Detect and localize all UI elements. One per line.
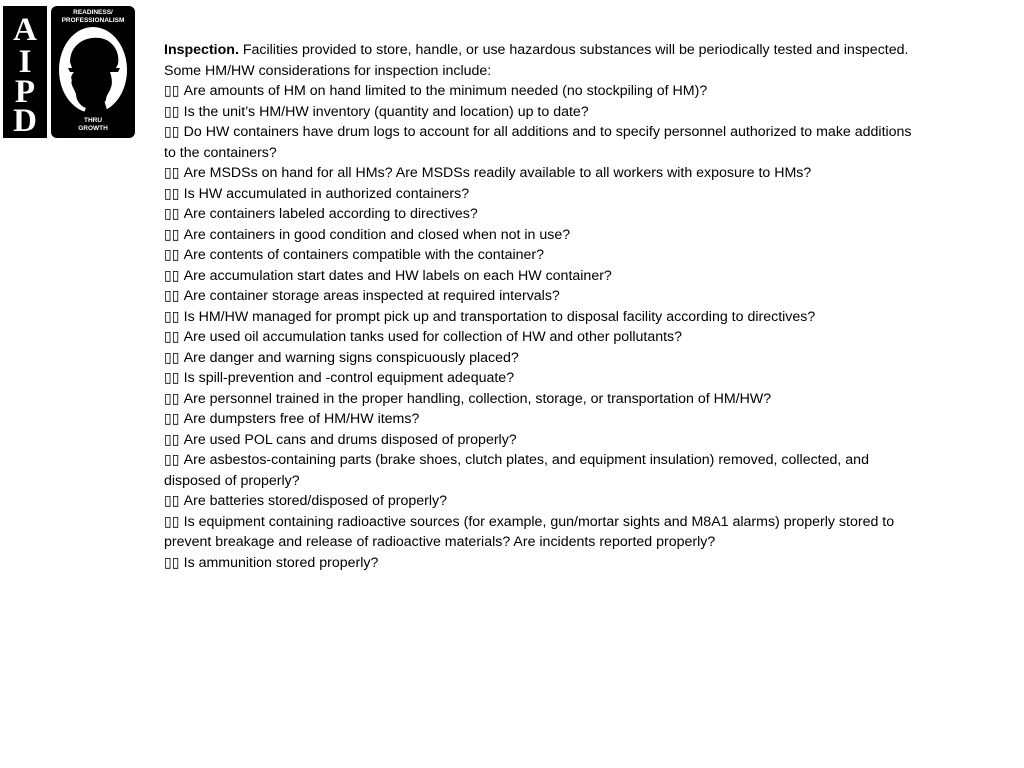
checklist-item-text: Are accumulation start dates and HW labels on each HW container? (183, 267, 612, 284)
checklist-item-text: Are personnel trained in the proper handling, collection, storage, or transportation of HM/HW? (183, 390, 772, 407)
checklist-item (164, 184, 924, 205)
intro-text: Facilities provided to store, handle, or use hazardous substances will be periodically tested and inspected. Some HM/HW considerations for inspection include: (164, 42, 909, 79)
logo-letter-bar (3, 6, 47, 138)
bullet-glyph: ▯▯ (164, 103, 180, 120)
logo-emblem (51, 6, 135, 138)
bullet-glyph: ▯▯ (164, 185, 180, 202)
checklist-item (164, 81, 924, 102)
checklist-item-text: Is ammunition stored properly? (183, 554, 379, 571)
checklist-item-text: Are dumpsters free of HM/HW items? (183, 411, 420, 427)
checklist-item (164, 553, 924, 574)
checklist-item-text: Do HW containers have drum logs to account for all additions and to specify personnel authorized to make additions to the containers? (164, 124, 912, 161)
checklist-item (164, 491, 924, 512)
bullet-glyph: ▯▯ (164, 390, 180, 407)
checklist-item-text: Are MSDSs on hand for all HMs? Are MSDSs readily available to all workers with exposure to HMs? (183, 165, 812, 181)
bullet-glyph: ▯▯ (164, 411, 180, 427)
checklist-item (164, 389, 924, 410)
bullet-glyph: ▯▯ (164, 329, 180, 345)
bullet-glyph: ▯▯ (164, 124, 180, 140)
bullet-glyph: ▯▯ (164, 267, 180, 284)
bullet-glyph: ▯▯ (164, 431, 180, 448)
checklist-item-text: Are asbestos-containing parts (brake shoes, clutch plates, and equipment insulation) removed, collected, and disposed of properly? (164, 452, 869, 489)
checklist-item (164, 163, 924, 184)
bullet-glyph: ▯▯ (164, 513, 180, 530)
bullet-glyph: ▯▯ (164, 370, 180, 386)
checklist-item (164, 409, 924, 430)
checklist-item (164, 204, 924, 225)
logo-letter: P (14, 74, 36, 110)
intro-paragraph (164, 40, 924, 81)
logo-motto-top: READINESS/ PROFESSIONALISM (61, 9, 125, 24)
bullet-glyph: ▯▯ (164, 554, 180, 571)
checklist-item-text: Are used oil accumulation tanks used for collection of HW and other pollutants? (183, 329, 683, 345)
checklist-item-text: Are batteries stored/disposed of properly? (183, 493, 448, 509)
checklist-item-text: Are containers in good condition and closed when not in use? (183, 226, 571, 243)
checklist-item-text: Are amounts of HM on hand limited to the minimum needed (no stockpiling of HM)? (183, 83, 708, 99)
checklist-item-text: Is spill-prevention and -control equipment adequate? (183, 370, 515, 386)
bullet-glyph: ▯▯ (164, 83, 180, 99)
checklist-item (164, 245, 924, 266)
checklist-item (164, 286, 924, 307)
bullet-glyph: ▯▯ (164, 452, 180, 468)
bullet-glyph: ▯▯ (164, 308, 180, 325)
checklist-item (164, 430, 924, 451)
bullet-glyph: ▯▯ (164, 493, 180, 509)
checklist-item-text: Is equipment containing radioactive sources (for example, gun/mortar sights and M8A1 alarms) properly stored to prevent breakage and release of radioactive materials? Are incidents reported properly? (164, 513, 895, 550)
aipd-logo (3, 6, 135, 138)
logo-letter: I (18, 44, 32, 80)
bullet-glyph: ▯▯ (164, 226, 180, 243)
bullet-glyph: ▯▯ (164, 247, 180, 263)
bullet-glyph: ▯▯ (164, 288, 180, 304)
checklist-item (164, 327, 924, 348)
logo-letter: D (13, 103, 37, 139)
section-heading: Inspection. (164, 42, 239, 58)
bullet-glyph: ▯▯ (164, 206, 180, 222)
checklist-item-text: Are used POL cans and drums disposed of properly? (183, 431, 517, 448)
checklist-item (164, 348, 924, 369)
logo-motto-bottom: THRU GROWTH (78, 117, 108, 132)
soldier-profile-icon (58, 26, 128, 114)
checklist-item-text: Are contents of containers compatible with the container? (183, 247, 545, 263)
bullet-glyph: ▯▯ (164, 165, 180, 181)
checklist-item (164, 307, 924, 328)
bullet-glyph: ▯▯ (164, 349, 180, 366)
checklist-item (164, 102, 924, 123)
checklist-item-text: Is HW accumulated in authorized containers? (183, 185, 470, 202)
checklist-item (164, 225, 924, 246)
checklist-item (164, 266, 924, 287)
checklist-item (164, 368, 924, 389)
checklist (164, 81, 924, 573)
checklist-item-text: Are danger and warning signs conspicuously placed? (183, 349, 519, 366)
checklist-item-text: Are containers labeled according to directives? (183, 206, 478, 222)
logo-letter: A (13, 12, 37, 48)
checklist-item-text: Is HM/HW managed for prompt pick up and transportation to disposal facility according to directives? (183, 308, 816, 325)
checklist-item-text: Is the unit’s HM/HW inventory (quantity and location) up to date? (183, 103, 589, 120)
document-body (164, 40, 924, 573)
checklist-item (164, 122, 924, 163)
checklist-item (164, 512, 924, 553)
checklist-item (164, 450, 924, 491)
checklist-item-text: Are container storage areas inspected at required intervals? (183, 288, 560, 304)
